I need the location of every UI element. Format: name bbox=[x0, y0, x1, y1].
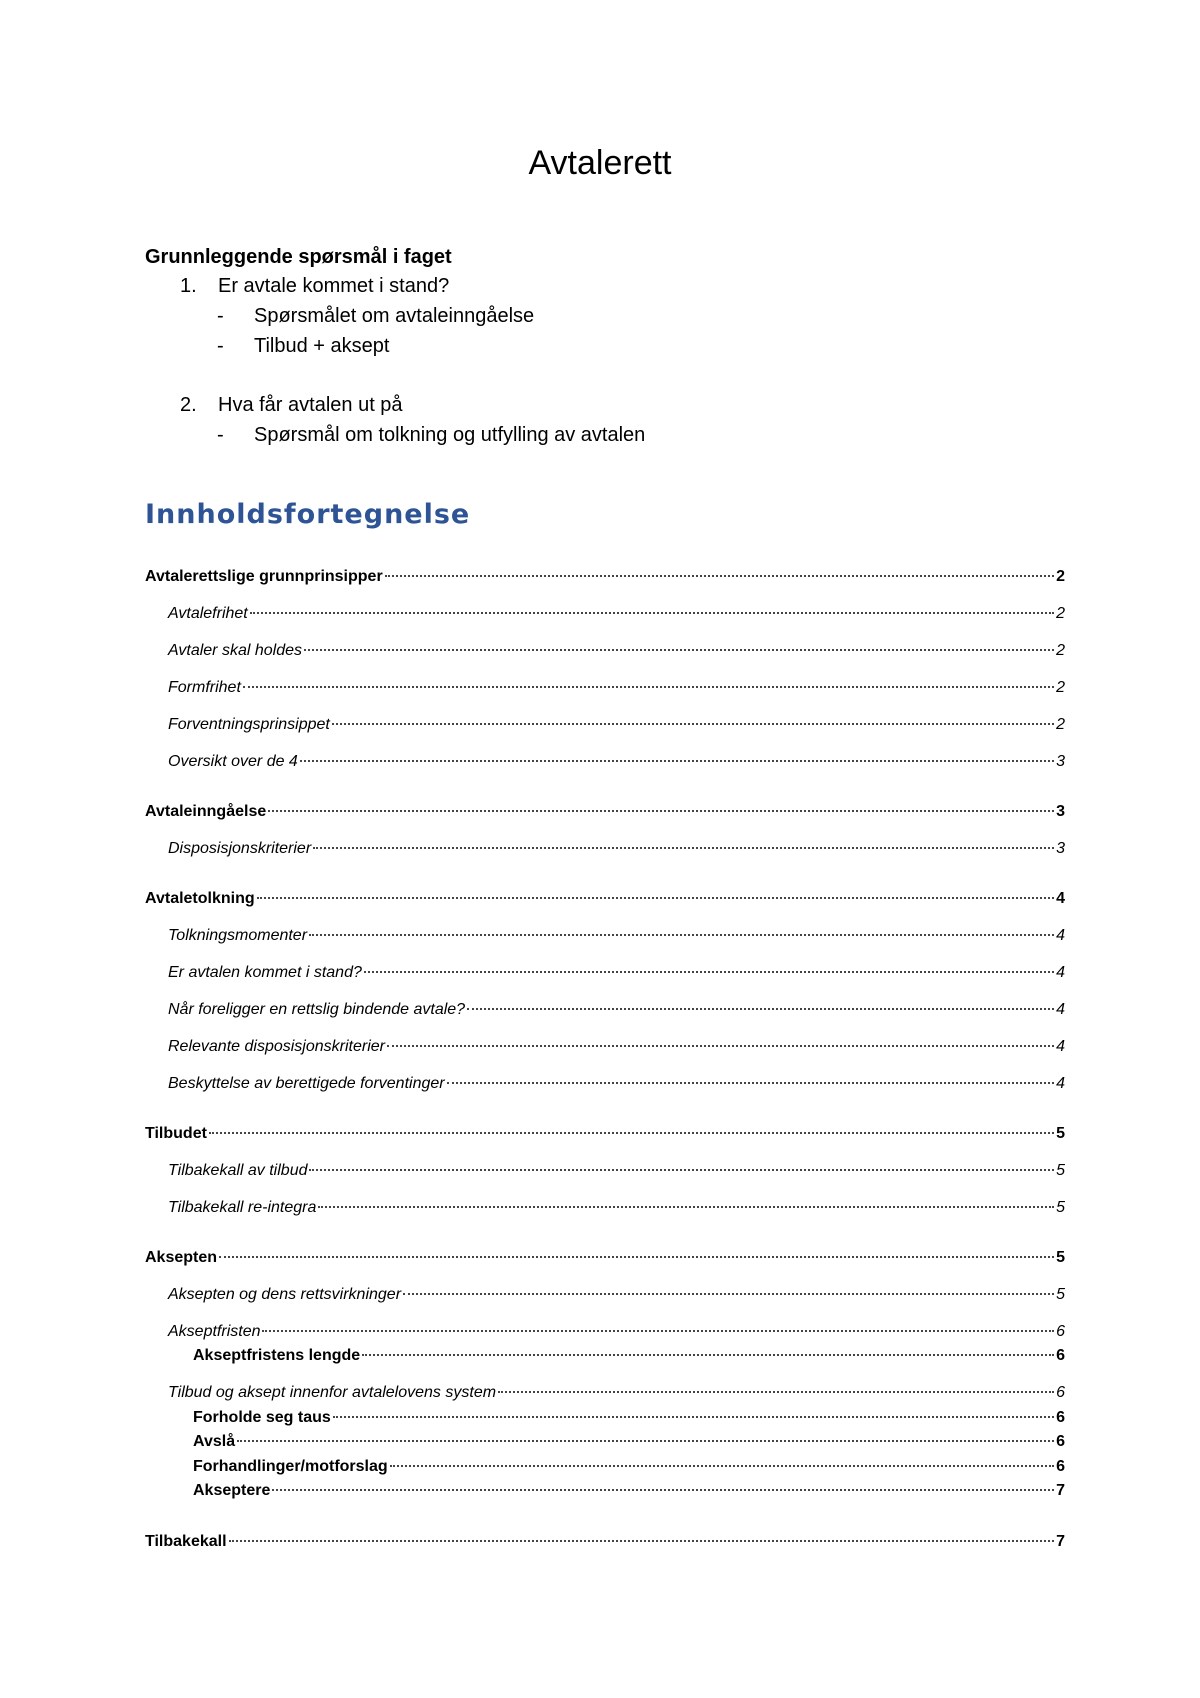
toc-entry[interactable] bbox=[193, 1433, 1065, 1455]
list-number: 2. bbox=[180, 394, 197, 416]
toc-page-number: 2 bbox=[1056, 568, 1065, 585]
toc-entry-label: Tilbakekall bbox=[145, 1533, 227, 1550]
toc-dot-leader bbox=[309, 1168, 1054, 1171]
toc-entry[interactable] bbox=[168, 1323, 1065, 1345]
toc-dot-leader bbox=[364, 970, 1054, 973]
toc-entry-label: Avslå bbox=[193, 1433, 236, 1450]
toc-entry-label: Formfrihet bbox=[168, 679, 241, 696]
toc-entry-label: Relevante disposisjonskriterier bbox=[168, 1038, 385, 1055]
toc-entry[interactable] bbox=[193, 1409, 1065, 1431]
bullet-text: Tilbud + aksept bbox=[254, 335, 390, 357]
toc-entry-label: Tilbudet bbox=[145, 1125, 207, 1142]
toc-dot-leader bbox=[333, 1415, 1054, 1418]
toc-entry[interactable] bbox=[145, 803, 1065, 825]
toc-entry-label: Akseptere bbox=[193, 1482, 271, 1499]
toc-dot-leader bbox=[219, 1255, 1054, 1258]
list-item-text: Er avtale kommet i stand? bbox=[218, 275, 450, 297]
toc-page-number: 2 bbox=[1056, 679, 1065, 696]
toc-entry[interactable] bbox=[145, 568, 1065, 590]
toc-entry[interactable] bbox=[168, 1038, 1065, 1060]
toc-dot-leader bbox=[403, 1292, 1054, 1295]
toc-entry[interactable] bbox=[168, 716, 1065, 738]
toc-page-number: 3 bbox=[1056, 803, 1065, 820]
toc-entry-label: Beskyttelse av berettigede forventinger bbox=[168, 1075, 445, 1092]
toc-entry[interactable] bbox=[168, 1075, 1065, 1097]
toc-dot-leader bbox=[309, 933, 1054, 936]
toc-dot-leader bbox=[467, 1007, 1054, 1010]
toc-entry[interactable] bbox=[168, 927, 1065, 949]
toc-page-number: 4 bbox=[1056, 1001, 1065, 1018]
toc-page-number: 4 bbox=[1056, 927, 1065, 944]
toc-entry[interactable] bbox=[168, 1384, 1065, 1406]
toc-dot-leader bbox=[209, 1131, 1054, 1134]
toc-page-number: 5 bbox=[1056, 1249, 1065, 1266]
toc-page-number: 3 bbox=[1056, 753, 1065, 770]
toc-dot-leader bbox=[304, 648, 1054, 651]
bullet-item bbox=[217, 305, 535, 328]
toc-entry-label: Tolkningsmomenter bbox=[168, 927, 308, 944]
toc-entry-label: Avtaleinngåelse bbox=[145, 803, 267, 820]
toc-entry[interactable] bbox=[168, 964, 1065, 986]
toc-entry[interactable] bbox=[145, 1533, 1065, 1555]
toc-page-number: 6 bbox=[1056, 1433, 1065, 1450]
toc-page-number: 5 bbox=[1056, 1125, 1065, 1142]
toc-entry[interactable] bbox=[168, 605, 1065, 627]
toc-entry[interactable] bbox=[168, 1199, 1065, 1221]
toc-dot-leader bbox=[332, 722, 1054, 725]
toc-entry-label: Tilbakekall re-integra bbox=[168, 1199, 317, 1216]
toc-page-number: 6 bbox=[1056, 1458, 1065, 1475]
toc-page-number: 2 bbox=[1056, 642, 1065, 659]
toc-entry-label: Forhandlinger/motforslag bbox=[193, 1458, 388, 1475]
toc-entry-label: Aksepten bbox=[145, 1249, 218, 1266]
bullet-item bbox=[217, 335, 390, 358]
toc-page-number: 6 bbox=[1056, 1384, 1065, 1401]
toc-entry[interactable] bbox=[193, 1347, 1065, 1369]
toc-page-number: 4 bbox=[1056, 1075, 1065, 1092]
toc-page-number: 4 bbox=[1056, 1038, 1065, 1055]
toc-page-number: 2 bbox=[1056, 716, 1065, 733]
list-number: 1. bbox=[180, 275, 197, 297]
toc-entry-label: Aksepten og dens rettsvirkninger bbox=[168, 1286, 402, 1303]
toc-entry[interactable] bbox=[168, 753, 1065, 775]
toc-entry[interactable] bbox=[193, 1458, 1065, 1480]
toc-dot-leader bbox=[385, 574, 1054, 577]
bullet-dash: - bbox=[217, 335, 224, 357]
toc-dot-leader bbox=[257, 896, 1054, 899]
toc-entry[interactable] bbox=[168, 1286, 1065, 1308]
toc-dot-leader bbox=[390, 1464, 1054, 1467]
toc-entry-label: Når foreligger en rettslig bindende avtale? bbox=[168, 1001, 466, 1018]
toc-entry-label: Forventningsprinsippet bbox=[168, 716, 330, 733]
toc-dot-leader bbox=[237, 1439, 1054, 1442]
toc-dot-leader bbox=[229, 1539, 1055, 1542]
toc-entry-label: Avtalerettslige grunnprinsipper bbox=[145, 568, 383, 585]
toc-entry-label: Er avtalen kommet i stand? bbox=[168, 964, 362, 981]
bullet-item bbox=[217, 424, 646, 447]
toc-entry-label: Tilbud og aksept innenfor avtalelovens system bbox=[168, 1384, 497, 1401]
toc-entry-label: Akseptfristen bbox=[168, 1323, 261, 1340]
toc-page-number: 6 bbox=[1056, 1347, 1065, 1364]
toc-entry[interactable] bbox=[145, 1249, 1065, 1271]
toc-entry[interactable] bbox=[168, 1001, 1065, 1023]
toc-page-number: 2 bbox=[1056, 605, 1065, 622]
toc-dot-leader bbox=[243, 685, 1054, 688]
toc-entry-label: Avtaletolkning bbox=[145, 890, 255, 907]
document-title: Avtalerett bbox=[528, 144, 672, 182]
toc-page-number: 4 bbox=[1056, 964, 1065, 981]
toc-dot-leader bbox=[272, 1488, 1054, 1491]
toc-heading: Innholdsfortegnelse bbox=[145, 499, 471, 530]
toc-entry-label: Oversikt over de 4 bbox=[168, 753, 298, 770]
bullet-text: Spørsmålet om avtaleinngåelse bbox=[254, 305, 535, 327]
toc-page-number: 7 bbox=[1056, 1482, 1065, 1499]
toc-entry-label: Tilbakekall av tilbud bbox=[168, 1162, 308, 1179]
toc-dot-leader bbox=[250, 611, 1054, 614]
toc-entry[interactable] bbox=[168, 679, 1065, 701]
toc-entry[interactable] bbox=[168, 642, 1065, 664]
toc-page-number: 6 bbox=[1056, 1323, 1065, 1340]
toc-dot-leader bbox=[447, 1081, 1054, 1084]
toc-dot-leader bbox=[318, 1205, 1054, 1208]
toc-entry[interactable] bbox=[168, 1162, 1065, 1184]
list-item-1 bbox=[180, 275, 450, 298]
toc-page-number: 6 bbox=[1056, 1409, 1065, 1426]
list-item-text: Hva får avtalen ut på bbox=[218, 394, 403, 416]
toc-entry-label: Avtaler skal holdes bbox=[168, 642, 302, 659]
toc-entry[interactable] bbox=[145, 890, 1065, 912]
toc-page-number: 5 bbox=[1056, 1199, 1065, 1216]
bullet-text: Spørsmål om tolkning og utfylling av avtalen bbox=[254, 424, 646, 446]
toc-dot-leader bbox=[313, 846, 1054, 849]
intro-heading: Grunnleggende spørsmål i faget bbox=[145, 246, 452, 268]
toc-page-number: 5 bbox=[1056, 1286, 1065, 1303]
toc-entry-label: Avtalefrihet bbox=[168, 605, 248, 622]
bullet-dash: - bbox=[217, 424, 224, 446]
toc-dot-leader bbox=[300, 759, 1054, 762]
toc-entry-label: Akseptfristens lengde bbox=[193, 1347, 361, 1364]
toc-entry[interactable] bbox=[168, 840, 1065, 862]
toc-page-number: 4 bbox=[1056, 890, 1065, 907]
toc-entry-label: Forholde seg taus bbox=[193, 1409, 331, 1426]
toc-page-number: 5 bbox=[1056, 1162, 1065, 1179]
toc-dot-leader bbox=[387, 1044, 1054, 1047]
toc-page-number: 3 bbox=[1056, 840, 1065, 857]
toc-entry-label: Disposisjonskriterier bbox=[168, 840, 312, 857]
toc-entry[interactable] bbox=[193, 1482, 1065, 1504]
toc-dot-leader bbox=[268, 809, 1054, 812]
toc-page-number: 7 bbox=[1056, 1533, 1065, 1550]
toc-dot-leader bbox=[262, 1329, 1054, 1332]
bullet-dash: - bbox=[217, 305, 224, 327]
toc-dot-leader bbox=[362, 1353, 1054, 1356]
list-item-2 bbox=[180, 394, 403, 417]
toc-dot-leader bbox=[498, 1390, 1054, 1393]
toc-entry[interactable] bbox=[145, 1125, 1065, 1147]
